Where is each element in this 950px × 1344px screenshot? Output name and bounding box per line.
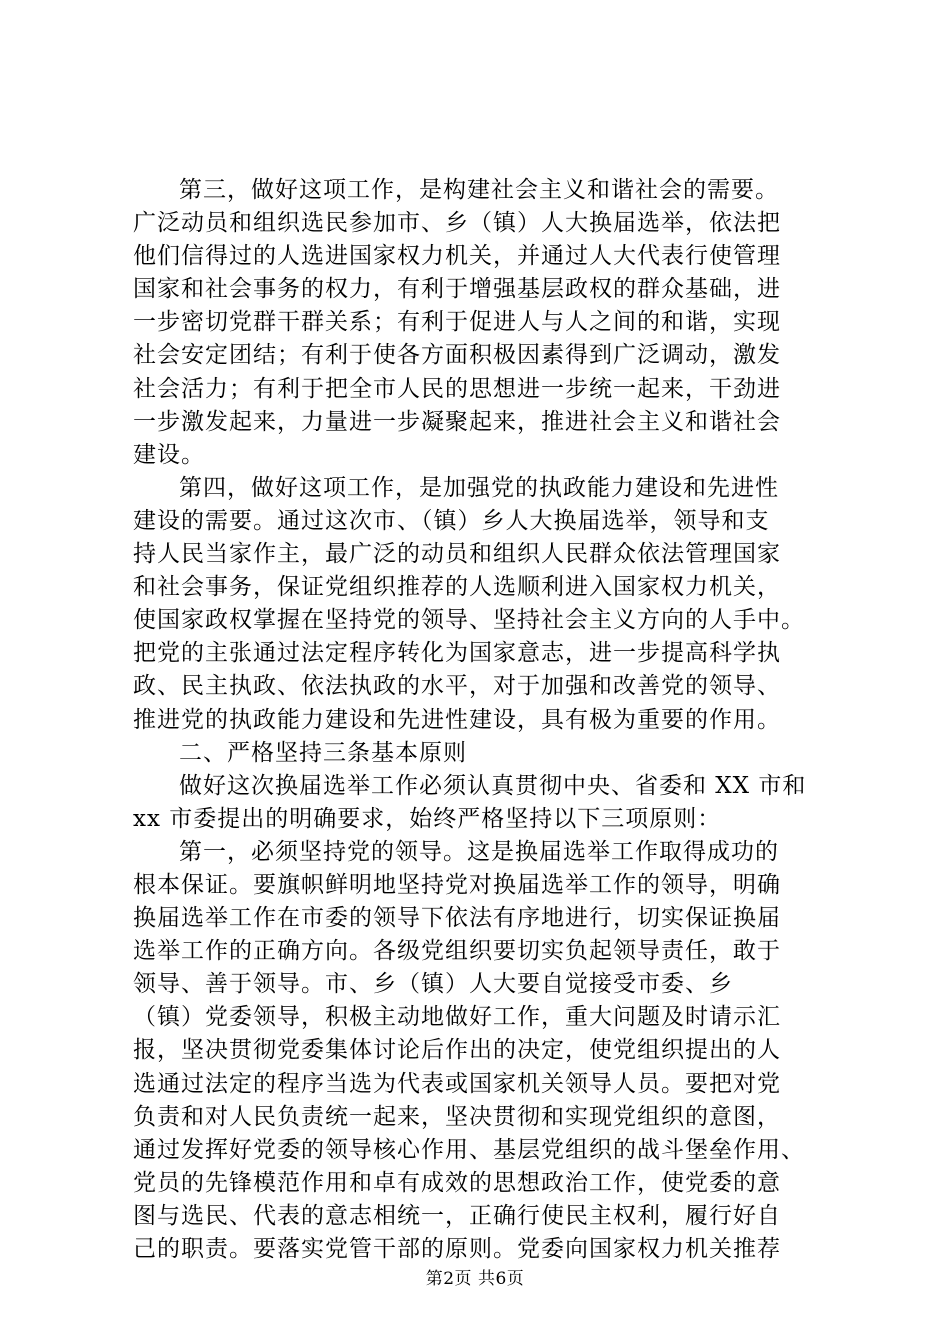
text-line: 推进党的执政能力建设和先进性建设，具有极为重要的作用。 xyxy=(133,706,781,733)
text-line: 第三，做好这项工作，是构建社会主义和谐社会的需要。 xyxy=(179,177,779,203)
text-line: 根本保证。要旗帜鲜明地坚持党对换届选举工作的领导，明确 xyxy=(133,871,781,898)
page-footer xyxy=(0,1268,950,1290)
text-line: 他们信得过的人选进国家权力机关，并通过人大代表行使管理 xyxy=(133,243,781,270)
text-line: 图与选民、代表的意志相统一，正确行使民主权利，履行好自 xyxy=(133,1202,781,1229)
text-line: 一步密切党群干群关系；有利于促进人与人之间的和谐，实现 xyxy=(133,309,781,336)
text-line: 第一，必须坚持党的领导。这是换届选举工作取得成功的 xyxy=(179,838,779,865)
text-line: 广泛动员和组织选民参加市、乡（镇）人大换届选举，依法把 xyxy=(133,210,781,237)
text-line: 选通过法定的程序当选为代表或国家机关领导人员。要把对党 xyxy=(133,1070,781,1097)
text-line: xx 市委提出的明确要求，始终严格坚持以下三项原则： xyxy=(133,805,722,832)
text-line: 领导、善于领导。市、乡（镇）人大要自觉接受市委、乡 xyxy=(133,971,733,998)
text-line: 社会安定团结；有利于使各方面积极因素得到广泛调动，激发 xyxy=(133,342,781,369)
text-line: 做好这次换届选举工作必须认真贯彻中央、省委和 XX 市和 xyxy=(179,772,807,799)
text-line: 国家和社会事务的权力，有利于增强基层政权的群众基础，进 xyxy=(133,276,781,303)
document-body xyxy=(133,174,833,1266)
text-line: 持人民当家作主，最广泛的动员和组织人民群众依法管理国家 xyxy=(133,541,781,568)
text-line: 党员的先锋模范作用和卓有成效的思想政治工作，使党委的意 xyxy=(133,1169,781,1196)
text-line: 选举工作的正确方向。各级党组织要切实负起领导责任，敢于 xyxy=(133,938,781,965)
text-line: 和社会事务，保证党组织推荐的人选顺利进入国家权力机关， xyxy=(133,574,781,601)
section-heading: 二、严格坚持三条基本原则 xyxy=(179,739,467,766)
text-line: （镇）党委领导，积极主动地做好工作，重大问题及时请示汇 xyxy=(133,1004,781,1031)
text-line: 政、民主执政、依法执政的水平，对于加强和改善党的领导、 xyxy=(133,673,781,700)
text-line: 报，坚决贯彻党委集体讨论后作出的决定，使党组织提出的人 xyxy=(133,1037,781,1064)
text-line: 建设。 xyxy=(133,441,205,468)
text-line: 通过发挥好党委的领导核心作用、基层党组织的战斗堡垒作用、 xyxy=(133,1136,805,1163)
text-line: 负责和对人民负责统一起来，坚决贯彻和实现党组织的意图， xyxy=(133,1103,781,1130)
text-line: 建设的需要。通过这次市、（镇）乡人大换届选举，领导和支 xyxy=(133,507,770,534)
text-line: 社会活力；有利于把全市人民的思想进一步统一起来，干劲进 xyxy=(133,375,781,402)
text-line: 己的职责。要落实党管干部的原则。党委向国家权力机关推荐 xyxy=(133,1236,781,1262)
text-line: 把党的主张通过法定程序转化为国家意志，进一步提高科学执 xyxy=(133,640,781,667)
text-line: 一步激发起来，力量进一步凝聚起来，推进社会主义和谐社会 xyxy=(133,408,781,435)
text-line: 第四，做好这项工作，是加强党的执政能力建设和先进性 xyxy=(179,474,779,501)
page-indicator: 第2页 共6页 xyxy=(425,1269,525,1289)
text-line: 换届选举工作在市委的领导下依法有序地进行，切实保证换届 xyxy=(133,905,781,932)
text-line: 使国家政权掌握在坚持党的领导、坚持社会主义方向的人手中。 xyxy=(133,607,805,634)
